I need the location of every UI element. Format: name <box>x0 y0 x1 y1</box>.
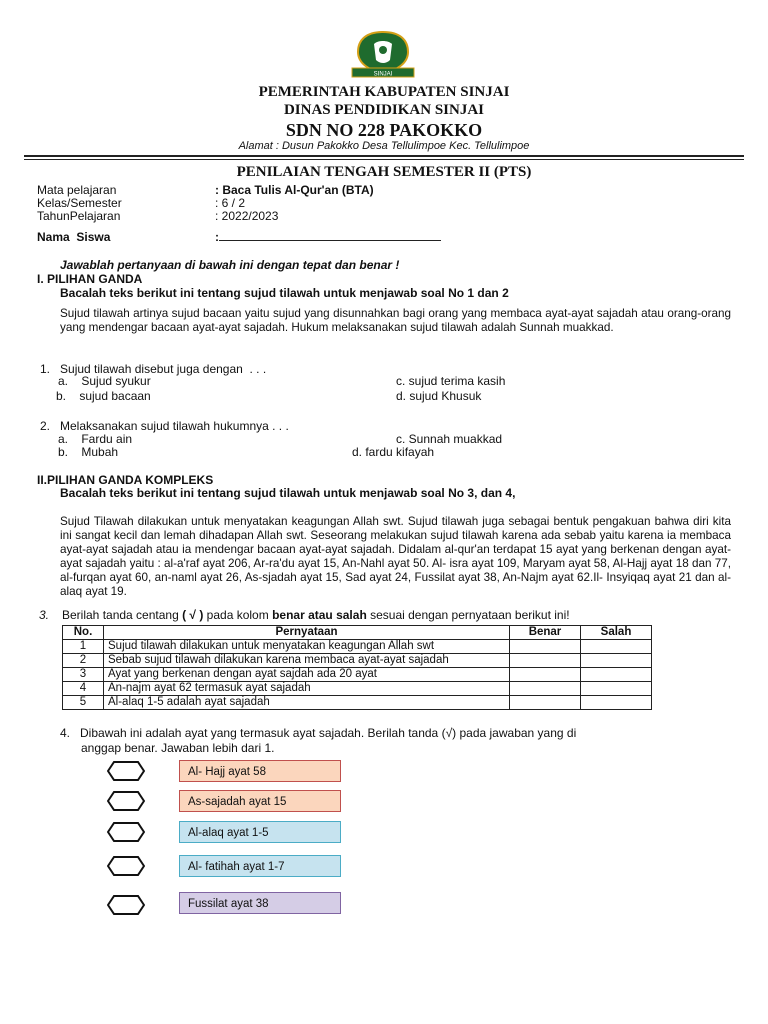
table-row <box>63 640 652 654</box>
header-address: Alamat : Dusun Pakokko Desa Tellulimpoe Kec. Tellulimpoe <box>238 140 530 152</box>
table-row <box>63 696 652 710</box>
false-cell[interactable] <box>581 696 652 710</box>
true-cell[interactable] <box>510 654 581 668</box>
q1-option-c[interactable]: c. sujud terima kasih <box>396 374 506 388</box>
section1-subheading: Bacalah teks berikut ini tentang sujud tilawah untuk menjawab soal No 1 dan 2 <box>60 286 509 300</box>
answer-option[interactable]: Al-alaq ayat 1-5 <box>179 821 341 843</box>
false-cell[interactable] <box>581 640 652 654</box>
answer-option[interactable]: Al- Hajj ayat 58 <box>179 760 341 782</box>
false-cell[interactable] <box>581 654 652 668</box>
exam-title: PENILAIAN TENGAH SEMESTER II (PTS) <box>236 164 532 180</box>
student-name-label: Nama Siswa <box>37 230 111 244</box>
header-divider-thick <box>24 155 744 157</box>
row-no: 4 <box>63 682 104 696</box>
answer-option[interactable]: Al- fatihah ayat 1-7 <box>179 855 341 877</box>
field-value-year: : 2022/2023 <box>215 209 279 223</box>
table-row <box>63 682 652 696</box>
student-name-field[interactable] <box>219 240 441 241</box>
answer-option[interactable]: Fussilat ayat 38 <box>179 892 341 914</box>
false-cell[interactable] <box>581 668 652 682</box>
sinjai-logo <box>348 30 418 80</box>
row-statement: Sujud tilawah dilakukan untuk menyatakan keagungan Allah swt <box>104 640 510 654</box>
table-row <box>63 668 652 682</box>
q2-option-d[interactable]: d. fardu kifayah <box>352 445 435 459</box>
column-header-true: Benar <box>510 626 581 640</box>
hexagon-checkbox[interactable] <box>107 761 145 781</box>
row-no: 5 <box>63 696 104 710</box>
row-no: 3 <box>63 668 104 682</box>
false-cell[interactable] <box>581 682 652 696</box>
q1-option-b[interactable]: b. sujud bacaan <box>56 389 151 403</box>
hexagon-checkbox[interactable] <box>107 856 145 876</box>
column-header-no: No. <box>63 626 104 640</box>
header-government: PEMERINTAH KABUPATEN SINJAI <box>258 84 510 100</box>
hexagon-checkbox[interactable] <box>107 822 145 842</box>
hexagon-checkbox[interactable] <box>107 791 145 811</box>
q2-option-c[interactable]: c. Sunnah muakkad <box>396 432 503 446</box>
question-3-text: Berilah tanda centang ( √ ) pada kolom benar atau salah sesuai dengan pernyataan berikut ini! <box>62 608 570 622</box>
field-value-subject: : Baca Tulis Al-Qur'an (BTA) <box>215 183 374 197</box>
instruction: Jawablah pertanyaan di bawah ini dengan tepat dan benar ! <box>60 258 400 272</box>
column-header-false: Salah <box>581 626 652 640</box>
true-cell[interactable] <box>510 640 581 654</box>
question-2: 2. Melaksanakan sujud tilawah hukumnya . . . <box>40 419 289 433</box>
answer-option[interactable]: As-sajadah ayat 15 <box>179 790 341 812</box>
question-4-line1: 4. Dibawah ini adalah ayat yang termasuk ayat sajadah. Berilah tanda (√) pada jawaban yang di <box>60 726 577 740</box>
row-statement: Sebab sujud tilawah dilakukan karena membaca ayat-ayat sajadah <box>104 654 510 668</box>
question-3-number: 3. <box>39 608 50 622</box>
q2-option-b[interactable]: b. Mubah <box>58 445 119 459</box>
column-header-statement: Pernyataan <box>104 626 510 640</box>
true-cell[interactable] <box>510 668 581 682</box>
question-4-line2: anggap benar. Jawaban lebih dari 1. <box>81 741 275 755</box>
section2-heading: II.PILIHAN GANDA KOMPLEKS <box>37 473 214 487</box>
header-department: DINAS PENDIDIKAN SINJAI <box>283 102 485 118</box>
header-school: SDN NO 228 PAKOKKO <box>285 120 483 140</box>
row-statement: An-najm ayat 62 termasuk ayat sajadah <box>104 682 510 696</box>
logo-text: SINJAI <box>373 71 393 78</box>
field-label-subject: Mata pelajaran <box>37 183 117 197</box>
section2-passage: Sujud Tilawah dilakukan untuk menyatakan keagungan Allah swt. Sujud tilawah juga sebagai bentuk pengakuan bahwa diri kita ini sangat kecil dan lemah dihadapan Allah swt. Seseorang melakukan sujud tilawah karena ada sebab yaitu karena ia membaca ayat-ayat sajadah atau ia mendengar bacaan ayat-ayat sajadah. Didalam al-qur'an terdapat 15 ayat yang berkenan dengan ayat-ayat sajadah yaitu : al-a'raf ayat 206, Ar-ra'du ayat 15, An-Nahl ayat 50. Al- isra ayat 109, Maryam ayat 58, Al-Hajj ayat 18 dan 77, al-furqan ayat 60, an-naml ayat 26, As-sjadah ayat 15, Sad ayat 24, Fussilat ayat 38, An-Najm ayat 62.Il- Insyiqaq ayat 21 dan al-alaq ayat 19. <box>60 515 731 598</box>
row-statement: Ayat yang berkenan dengan ayat sajdah ada 20 ayat <box>104 668 510 682</box>
field-value-class: : 6 / 2 <box>215 196 246 210</box>
field-label-year: TahunPelajaran <box>37 209 121 223</box>
hexagon-checkbox[interactable] <box>107 895 145 915</box>
section1-heading: I. PILIHAN GANDA <box>37 272 143 286</box>
statement-table <box>62 625 652 710</box>
row-no: 1 <box>63 640 104 654</box>
question-1: 1. Sujud tilawah disebut juga dengan . . . <box>40 362 267 376</box>
q2-option-a[interactable]: a. Fardu ain <box>58 432 133 446</box>
table-row <box>63 654 652 668</box>
true-cell[interactable] <box>510 682 581 696</box>
true-cell[interactable] <box>510 696 581 710</box>
section2-subheading: Bacalah teks berikut ini tentang sujud tilawah untuk menjawab soal No 3, dan 4, <box>60 486 516 500</box>
q1-option-d[interactable]: d. sujud Khusuk <box>396 389 482 403</box>
q1-option-a[interactable]: a. Sujud syukur <box>58 374 151 388</box>
student-name-colon: : <box>215 230 219 244</box>
section1-passage: Sujud tilawah artinya sujud bacaan yaitu sujud yang disunnahkan bagi orang yang membaca ayat-ayat sajadah atau orang-orang yang mendengar bacaan ayat-ayat sajadah. Hukum melaksanakan sujud tilawah adalah Sunnah muakkad. <box>60 307 731 334</box>
row-no: 2 <box>63 654 104 668</box>
header-divider-thin <box>24 159 744 160</box>
field-label-class: Kelas/Semester <box>37 196 122 210</box>
row-statement: Al-alaq 1-5 adalah ayat sajadah <box>104 696 510 710</box>
